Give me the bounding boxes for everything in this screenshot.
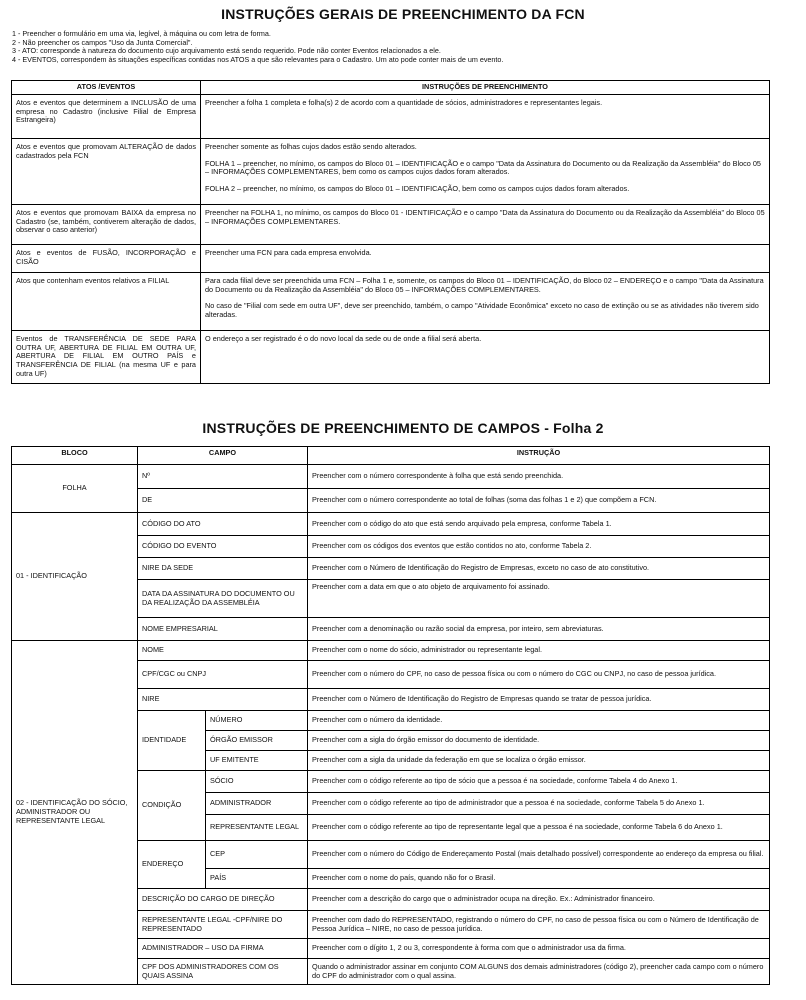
field-cell: NIRE DA SEDE bbox=[138, 558, 308, 580]
general-instruction-item: 3 - ATO: corresponde à natureza do documento cujo arquivamento está sendo requerido. Pode não conter Eventos relacionados a ele. bbox=[12, 46, 441, 56]
instruction-cell: Preencher com o número correspondente à folha que está sendo preenchida. bbox=[308, 465, 770, 489]
instruction-text: Preencher a folha 1 completa e folha(s) 2 de acordo com a quantidade de sócios, administradores e representantes legais. bbox=[205, 97, 603, 107]
instruction-cell: Preencher com o número da identidade. bbox=[308, 711, 770, 731]
block-cell-folha: FOLHA bbox=[12, 465, 138, 513]
column-header: CAMPO bbox=[138, 447, 308, 465]
field-cell: NÚMERO bbox=[206, 711, 308, 731]
table-row bbox=[12, 244, 770, 272]
field-cell: DESCRIÇÃO DO CARGO DE DIREÇÃO bbox=[138, 889, 308, 911]
instruction-cell: Preencher com a data em que o ato objeto de arquivamento foi assinado. bbox=[308, 580, 770, 618]
group-cell-condicao: CONDIÇÃO bbox=[138, 771, 206, 841]
act-cell: Eventos de TRANSFERÊNCIA DE SEDE PARA OUTRA UF, ABERTURA DE FILIAL EM OUTRA UF, ABERTURA DE FILIAL EM OUTRO PAÍS e TRANSFERÊNCIA DE FILIAL (na mesma UF e para outra UF) bbox=[12, 330, 201, 383]
instruction-cell: Preencher com o código do ato que está sendo arquivado pela empresa, conforme Tabela 1. bbox=[308, 513, 770, 536]
field-instructions-table bbox=[11, 446, 770, 985]
instruction-cell: Preencher com a sigla da unidade da federação em que se localiza o órgão emissor. bbox=[308, 751, 770, 771]
table-row bbox=[12, 513, 770, 536]
field-cell: REPRESENTANTE LEGAL -CPF/NIRE DO REPRESENTADO bbox=[138, 911, 308, 939]
instruction-cell: Preencher com a sigla do órgão emissor do documento de identidade. bbox=[308, 731, 770, 751]
general-instruction-item: 2 - Não preencher os campos "Uso da Junta Comercial". bbox=[12, 37, 193, 47]
field-cell: REPRESENTANTE LEGAL bbox=[206, 815, 308, 841]
field-cell: CÓDIGO DO ATO bbox=[138, 513, 308, 536]
instruction-text: FOLHA 2 – preencher, no mínimo, os campos do Bloco 01 – IDENTIFICAÇÃO, bem como os campos cujos dados foram alterados. bbox=[205, 184, 630, 194]
instruction-cell bbox=[201, 330, 770, 383]
instruction-cell: Preencher com o código referente ao tipo de sócio que a pessoa é na sociedade, conforme Tabela 4 do Anexo 1. bbox=[308, 771, 770, 793]
column-header: INSTRUÇÃO bbox=[308, 447, 770, 465]
instruction-cell bbox=[201, 272, 770, 330]
instruction-text: O endereço a ser registrado é o do novo local da sede ou de onde a filial será aberta. bbox=[205, 333, 482, 343]
instruction-cell: Preencher com a descrição do cargo que o administrador ocupa na direção. Ex.: Administrador financeiro. bbox=[308, 889, 770, 911]
general-instructions-title: INSTRUÇÕES GERAIS DE PREENCHIMENTO DA FCN bbox=[221, 6, 585, 22]
column-header: BLOCO bbox=[12, 447, 138, 465]
field-cell: ÓRGÃO EMISSOR bbox=[206, 731, 308, 751]
instruction-cell: Preencher com o código referente ao tipo de administrador que a pessoa é na sociedade, conforme Tabela 5 do Anexo 1. bbox=[308, 793, 770, 815]
field-cell: UF EMITENTE bbox=[206, 751, 308, 771]
acts-events-table bbox=[11, 80, 770, 384]
table-row bbox=[12, 465, 770, 489]
block-cell-identificacao: 01 - IDENTIFICAÇÃO bbox=[12, 513, 138, 641]
general-instruction-item: 4 - EVENTOS, correspondem às situações específicas contidas nos ATOS a que são relevantes para o Cadastro. Um ato pode conter mais de um evento. bbox=[12, 54, 504, 64]
instruction-text: FOLHA 1 – preencher, no mínimo, os campos do Bloco 01 – IDENTIFICAÇÃO e o campo "Data da Assinatura do Documento ou da Realização da Assembléia" do Bloco 05 – INFORMAÇÕES COMPLEMENTARES, bem como os campos cujos dados foram alterados. bbox=[205, 158, 761, 177]
table-row bbox=[12, 641, 770, 661]
instruction-cell: Preencher com o número correspondente ao total de folhas (soma das folhas 1 e 2) que compõem a FCN. bbox=[308, 489, 770, 513]
instruction-cell bbox=[201, 138, 770, 204]
act-cell: Atos e eventos que promovam BAIXA da empresa no Cadastro (se, também, contiverem alteração de dados, observar o caso anterior) bbox=[12, 204, 201, 244]
instruction-cell bbox=[201, 244, 770, 272]
field-cell: CÓDIGO DO EVENTO bbox=[138, 536, 308, 558]
column-header: ATOS /EVENTOS bbox=[12, 81, 201, 95]
table-row bbox=[12, 94, 770, 138]
table-header-row bbox=[12, 81, 770, 95]
instruction-cell: Preencher com os códigos dos eventos que estão contidos no ato, conforme Tabela 2. bbox=[308, 536, 770, 558]
instruction-cell bbox=[201, 94, 770, 138]
field-cell: NOME EMPRESARIAL bbox=[138, 618, 308, 641]
instruction-text: Preencher somente as folhas cujos dados estão sendo alterados. bbox=[205, 141, 417, 151]
field-cell: CEP bbox=[206, 841, 308, 869]
field-cell: CPF/CGC ou CNPJ bbox=[138, 661, 308, 689]
field-cell: DATA DA ASSINATURA DO DOCUMENTO OU DA REALIZAÇÃO DA ASSEMBLÉIA bbox=[138, 580, 308, 618]
field-cell: ADMINISTRADOR bbox=[206, 793, 308, 815]
instruction-cell: Preencher com o número do CPF, no caso de pessoa física ou com o número do CGC ou CNPJ, no caso de pessoa jurídica. bbox=[308, 661, 770, 689]
field-cell: CPF DOS ADMINISTRADORES COM OS QUAIS ASSINA bbox=[138, 959, 308, 985]
block-cell-socio: 02 - IDENTIFICAÇÃO DO SÓCIO, ADMINISTRADOR OU REPRESENTANTE LEGAL bbox=[12, 641, 138, 985]
column-header: INSTRUÇÕES DE PREENCHIMENTO bbox=[201, 81, 770, 95]
act-cell: Atos e eventos de FUSÃO, INCORPORAÇÃO e CISÃO bbox=[12, 244, 201, 272]
table-row bbox=[12, 330, 770, 383]
instruction-cell: Preencher com a denominação ou razão social da empresa, por inteiro, sem abreviaturas. bbox=[308, 618, 770, 641]
table-row bbox=[12, 272, 770, 330]
group-cell-identidade: IDENTIDADE bbox=[138, 711, 206, 771]
field-cell: ADMINISTRADOR – USO DA FIRMA bbox=[138, 939, 308, 959]
instruction-cell: Preencher com o Número de Identificação do Registro de Empresas quando se tratar de pessoa jurídica. bbox=[308, 689, 770, 711]
act-cell: Atos e eventos que promovam ALTERAÇÃO de dados cadastrados pela FCN bbox=[12, 138, 201, 204]
instruction-cell: Preencher com dado do REPRESENTADO, registrando o número do CPF, no caso de pessoa física ou com o Número de Identificação de Pessoa Jurídica – NIRE, no caso de pessoa jurídica. bbox=[308, 911, 770, 939]
act-cell: Atos e eventos que determinem a INCLUSÃO de uma empresa no Cadastro (inclusive Filial de Empresa Estrangeira) bbox=[12, 94, 201, 138]
field-cell: SÓCIO bbox=[206, 771, 308, 793]
table-row bbox=[12, 138, 770, 204]
instruction-cell: Preencher com o código referente ao tipo de representante legal que a pessoa é na sociedade, conforme Tabela 6 do Anexo 1. bbox=[308, 815, 770, 841]
field-instructions-title: INSTRUÇÕES DE PREENCHIMENTO DE CAMPOS - Folha 2 bbox=[202, 420, 604, 436]
instruction-text: Para cada filial deve ser preenchida uma FCN – Folha 1 e, somente, os campos do Bloco 01 – IDENTIFICAÇÃO, do Bloco 02 – ENDEREÇO e o campo "Data da Assinatura do Documento ou da Realização da Assembléia" do Bloco 05 – INFORMAÇÕES COMPLEMENTARES. bbox=[205, 275, 764, 294]
field-cell: NIRE bbox=[138, 689, 308, 711]
instruction-cell bbox=[201, 204, 770, 244]
table-header-row bbox=[12, 447, 770, 465]
general-instruction-item: 1 - Preencher o formulário em uma via, legível, à máquina ou com letra de forma. bbox=[12, 29, 271, 38]
instruction-text: No caso de "Filial com sede em outra UF", deve ser preenchido, também, o campo "Atividade Econômica" exceto no caso de extinção ou se as atividades não tiverem sido alteradas. bbox=[205, 301, 759, 320]
table-row bbox=[12, 204, 770, 244]
field-cell: DE bbox=[138, 489, 308, 513]
instruction-text: Preencher uma FCN para cada empresa envolvida. bbox=[205, 247, 372, 257]
instruction-text: Preencher na FOLHA 1, no mínimo, os campos do Bloco 01 - IDENTIFICAÇÃO e o campo "Data da Assinatura do Documento ou da Realização da Assembléia" do Bloco 05 – INFORMAÇÕES COMPLEMENTARES. bbox=[205, 207, 765, 226]
instruction-cell: Quando o administrador assinar em conjunto COM ALGUNS dos demais administradores (código 2), preencher cada campo com o número do CPF do administrador com o qual assina. bbox=[308, 959, 770, 985]
instruction-cell: Preencher com o nome do país, quando não for o Brasil. bbox=[308, 869, 770, 889]
general-instructions-list bbox=[12, 30, 503, 64]
instruction-cell: Preencher com o Número de Identificação do Registro de Empresas, exceto no caso de ato constitutivo. bbox=[308, 558, 770, 580]
field-cell: NOME bbox=[138, 641, 308, 661]
instruction-cell: Preencher com o nome do sócio, administrador ou representante legal. bbox=[308, 641, 770, 661]
instruction-cell: Preencher com o número do Código de Endereçamento Postal (mais detalhado possível) correspondente ao endereço da empresa ou filial. bbox=[308, 841, 770, 869]
group-cell-endereco: ENDEREÇO bbox=[138, 841, 206, 889]
instruction-cell: Preencher com o dígito 1, 2 ou 3, correspondente à forma com que o administrador usa da firma. bbox=[308, 939, 770, 959]
field-cell: PAÍS bbox=[206, 869, 308, 889]
field-cell: Nº bbox=[138, 465, 308, 489]
act-cell: Atos que contenham eventos relativos a FILIAL bbox=[12, 272, 201, 330]
